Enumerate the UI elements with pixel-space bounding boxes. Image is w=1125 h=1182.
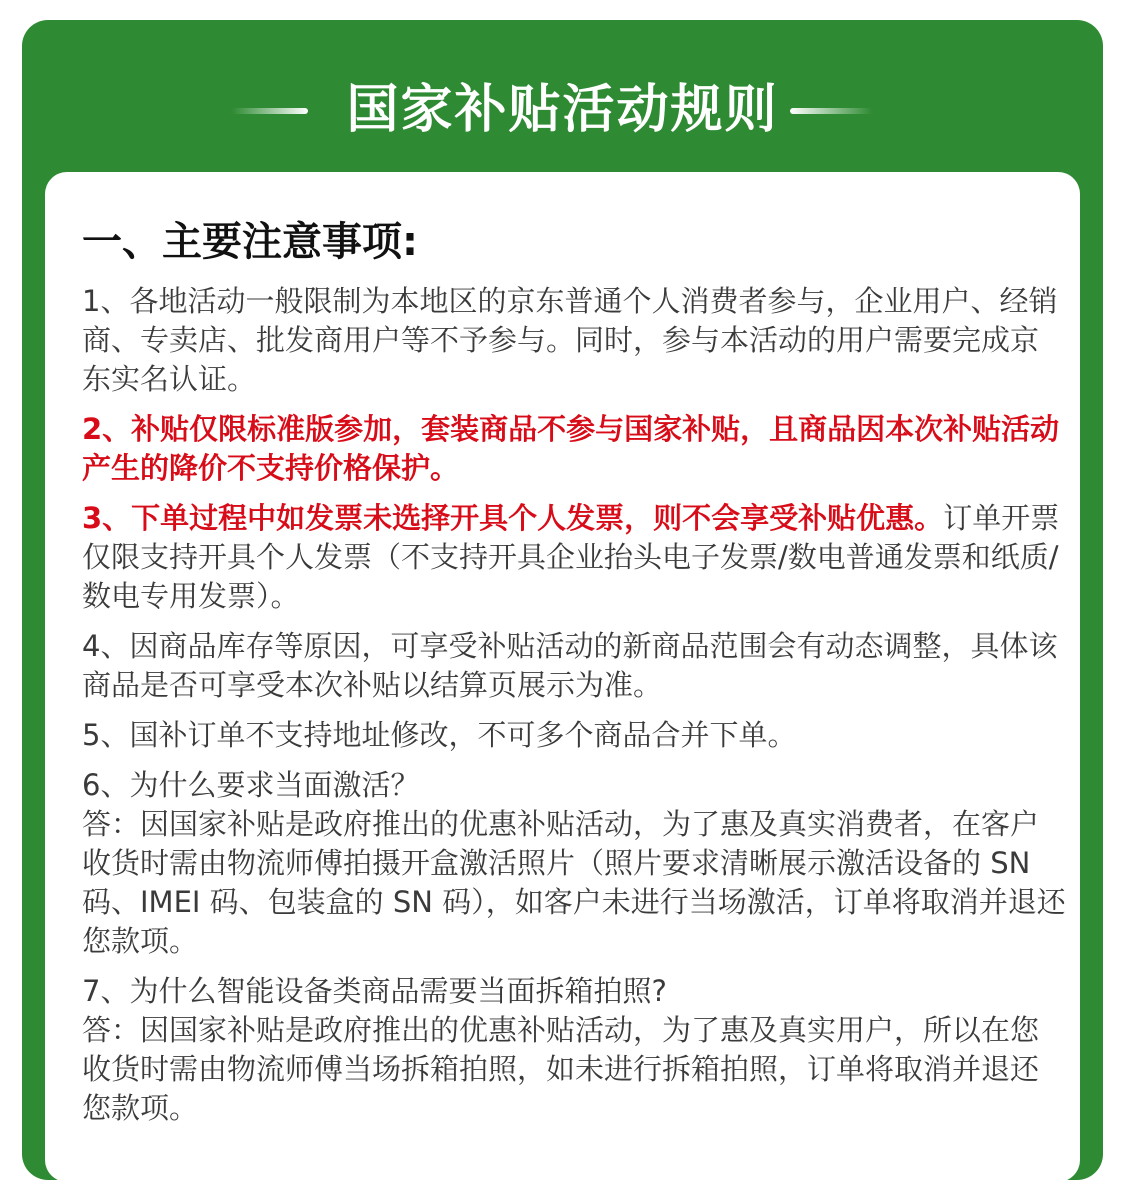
rule-item-7 [82, 972, 1067, 1128]
rule-item-3-detail: 订单开票仅限支持开具个人发票（不支持开具企业抬头电子发票/数电普通发票和纸质/数电专用发票）。 [82, 501, 1060, 613]
rules-content [82, 216, 1067, 1139]
rule-item-7-question: 7、为什么智能设备类商品需要当面拆箱拍照? [82, 974, 667, 1008]
section-heading: 一、主要注意事项: [82, 219, 418, 265]
rule-item-3 [82, 499, 1067, 616]
rule-item-4: 4、因商品库存等原因，可享受补贴活动的新商品范围会有动态调整，具体该商品是否可享受本次补贴以结算页展示为准。 [82, 629, 1058, 702]
rule-item-6-question: 6、为什么要求当面激活？ [82, 768, 420, 802]
rule-item-3-highlight: 3、下单过程中如发票未选择开具个人发票，则不会享受补贴优惠。 [82, 501, 944, 535]
rules-card [45, 172, 1080, 1182]
rule-item-7-answer: 答：因国家补贴是政府推出的优惠补贴活动，为了惠及真实用户，所以在您收货时需由物流师傅当场拆箱拍照，如未进行拆箱拍照，订单将取消并退还您款项。 [82, 1013, 1040, 1125]
rule-item-6-answer: 答：因国家补贴是政府推出的优惠补贴活动，为了惠及真实消费者，在客户收货时需由物流师傅拍摄开盒激活照片（照片要求清晰展示激活设备的 SN 码、IMEI 码、包装盒的 SN 码），如客户未进行当场激活，订单将取消并退还您款项。 [82, 807, 1066, 958]
title-decoration-right [790, 108, 872, 114]
rule-item-6 [82, 766, 1067, 961]
rule-item-2: 2、补贴仅限标准版参加，套装商品不参与国家补贴，且商品因本次补贴活动产生的降价不支持价格保护。 [82, 412, 1060, 485]
rule-item-5: 5、国补订单不支持地址修改，不可多个商品合并下单。 [82, 718, 797, 752]
page-title: 国家补贴活动规则 [346, 80, 779, 140]
rule-item-1: 1、各地活动一般限制为本地区的京东普通个人消费者参与，企业用户、经销商、专卖店、批发商用户等不予参与。同时，参与本活动的用户需要完成京东实名认证。 [82, 284, 1058, 396]
header [22, 20, 1103, 170]
